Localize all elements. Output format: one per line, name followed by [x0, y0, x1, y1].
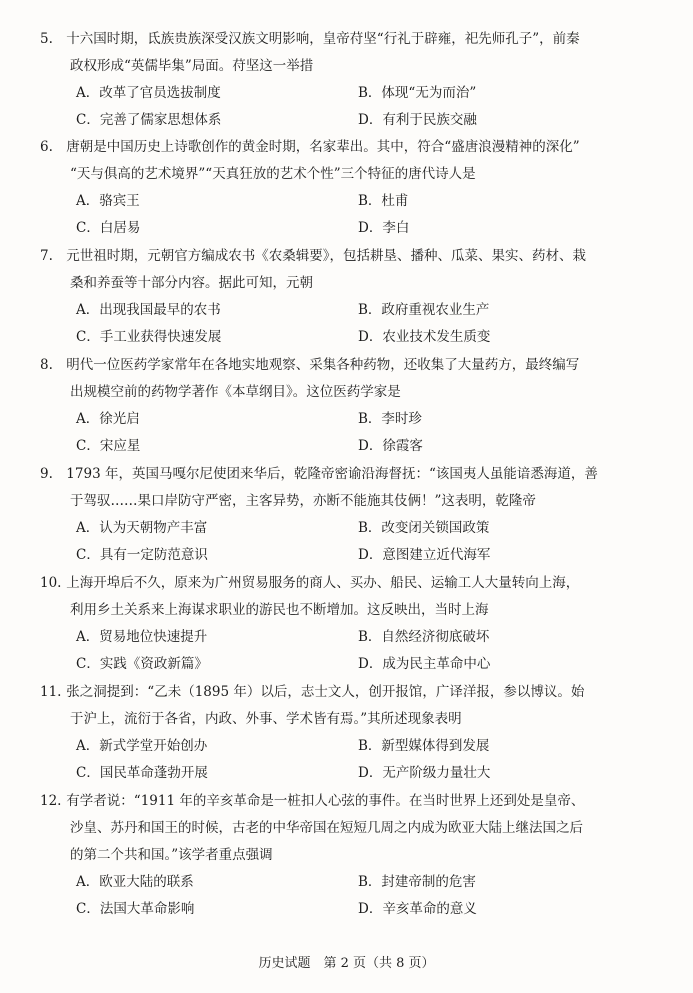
- page-footer: 历史试题 第 2 页（共 8 页）: [258, 956, 435, 971]
- question-text: 张之洞提到：“乙未（1895 年）以后，志士文人，创开报馆，广译洋报，参以博议。始: [66, 684, 585, 700]
- question-7: [40, 243, 650, 351]
- option-b[interactable]: B．体现“无为而治”: [358, 85, 477, 101]
- option-c[interactable]: C．法国大革命影响: [76, 901, 195, 917]
- question-5: [40, 26, 650, 134]
- options: [40, 624, 650, 678]
- question-text: 明代一位医药学家常年在各地实地观察、采集各种药物，还收集了大量药方，最终编写: [66, 357, 580, 373]
- option-b[interactable]: B．自然经济彻底破坏: [358, 629, 490, 645]
- question-text: 于驾驭……果口岸防守严密，主客异势，亦断不能施其伎俩！”这表明，乾隆帝: [70, 493, 536, 509]
- option-b[interactable]: B．政府重视农业生产: [358, 302, 490, 318]
- option-a[interactable]: A．认为天朝物产丰富: [76, 520, 208, 536]
- option-c[interactable]: C．完善了儒家思想体系: [76, 112, 222, 128]
- question-text: 于沪上，流衍于各省，内政、外事、学术皆有焉。”其所述现象表明: [70, 711, 462, 727]
- options: [40, 515, 650, 569]
- option-d[interactable]: D．辛亥革命的意义: [358, 901, 477, 917]
- question-9: [40, 461, 650, 569]
- option-b[interactable]: B．改变闭关锁国政策: [358, 520, 490, 536]
- option-b[interactable]: B．杜甫: [358, 193, 409, 209]
- question-text: 的第二个共和国。”该学者重点强调: [70, 847, 273, 863]
- options: [40, 297, 650, 351]
- option-d[interactable]: D．意图建立近代海军: [358, 547, 491, 563]
- question-11: [40, 679, 650, 787]
- question-number: 8.: [40, 357, 53, 373]
- question-text: “天与俱高的艺术境界”“天真狂放的艺术个性”三个特征的唐代诗人是: [70, 166, 476, 182]
- options: [40, 188, 650, 242]
- option-c[interactable]: C．手工业获得快速发展: [76, 329, 222, 345]
- question-text: 唐朝是中国历史上诗歌创作的黄金时期，名家辈出。其中，符合“盛唐浪漫精神的深化”: [66, 139, 580, 155]
- options: [40, 80, 650, 134]
- option-d[interactable]: D．农业技术发生质变: [358, 329, 491, 345]
- question-text: 出规模空前的药物学著作《本草纲目》。这位医药学家是: [70, 384, 401, 400]
- options: [40, 733, 650, 787]
- option-d[interactable]: D．李白: [358, 220, 410, 236]
- question-text: 沙皇、苏丹和国王的时候，古老的中华帝国在短短几周之内成为欧亚大陆上继法国之后: [70, 820, 583, 836]
- option-a[interactable]: A．出现我国最早的农书: [76, 302, 221, 318]
- question-text: 1793 年，英国马嘎尔尼使团来华后，乾隆帝密谕沿海督抚：“该国夷人虽能谙悉海道，善: [66, 466, 598, 482]
- question-6: [40, 134, 650, 242]
- question-12: [40, 788, 650, 923]
- question-number: 10.: [40, 575, 62, 591]
- option-c[interactable]: C．白居易: [76, 220, 141, 236]
- question-number: 5.: [40, 31, 53, 47]
- options: [40, 406, 650, 460]
- question-text: 元世祖时期，元朝官方编成农书《农桑辑要》，包括耕垦、播种、瓜菜、果实、药材、栽: [66, 248, 587, 264]
- option-d[interactable]: D．徐霞客: [358, 438, 423, 454]
- option-c[interactable]: C．实践《资政新篇》: [76, 656, 208, 672]
- option-b[interactable]: B．新型媒体得到发展: [358, 738, 490, 754]
- question-text: 十六国时期，氐族贵族深受汉族文明影响，皇帝苻坚“行礼于辟雍，祀先师孔子”，前秦: [66, 31, 580, 47]
- options: [40, 869, 650, 923]
- option-a[interactable]: A．欧亚大陆的联系: [76, 874, 194, 890]
- question-text: 利用乡土关系来上海谋求职业的游民也不断增加。这反映出，当时上海: [70, 602, 489, 618]
- option-c[interactable]: C．具有一定防范意识: [76, 547, 208, 563]
- option-a[interactable]: A．新式学堂开始创办: [76, 738, 208, 754]
- question-number: 11.: [40, 684, 62, 700]
- question-text: 有学者说：“1911 年的辛亥革命是一桩扣人心弦的事件。在当时世界上还到处是皇帝、: [66, 793, 585, 809]
- question-number: 12.: [40, 793, 62, 809]
- question-number: 9.: [40, 466, 53, 482]
- option-d[interactable]: D．成为民主革命中心: [358, 656, 491, 672]
- option-a[interactable]: A．贸易地位快速提升: [76, 629, 208, 645]
- option-c[interactable]: C．宋应星: [76, 438, 141, 454]
- question-number: 7.: [40, 248, 53, 264]
- question-text: 政权形成“英儒毕集”局面。苻坚这一举措: [70, 58, 314, 74]
- option-a[interactable]: A．徐光启: [76, 411, 140, 427]
- option-d[interactable]: D．有利于民族交融: [358, 112, 477, 128]
- question-text: 桑和养蚕等十部分内容。据此可知，元朝: [70, 275, 313, 291]
- option-a[interactable]: A．改革了官员选拔制度: [76, 85, 221, 101]
- question-number: 6.: [40, 139, 53, 155]
- question-8: [40, 352, 650, 460]
- question-text: 上海开埠后不久，原来为广州贸易服务的商人、买办、船民、运输工人大量转向上海，: [66, 575, 580, 591]
- option-d[interactable]: D．无产阶级力量壮大: [358, 765, 491, 781]
- option-b[interactable]: B．封建帝制的危害: [358, 874, 476, 890]
- option-a[interactable]: A．骆宾王: [76, 193, 140, 209]
- option-c[interactable]: C．国民革命蓬勃开展: [76, 765, 208, 781]
- question-10: [40, 570, 650, 678]
- option-b[interactable]: B．李时珍: [358, 411, 422, 427]
